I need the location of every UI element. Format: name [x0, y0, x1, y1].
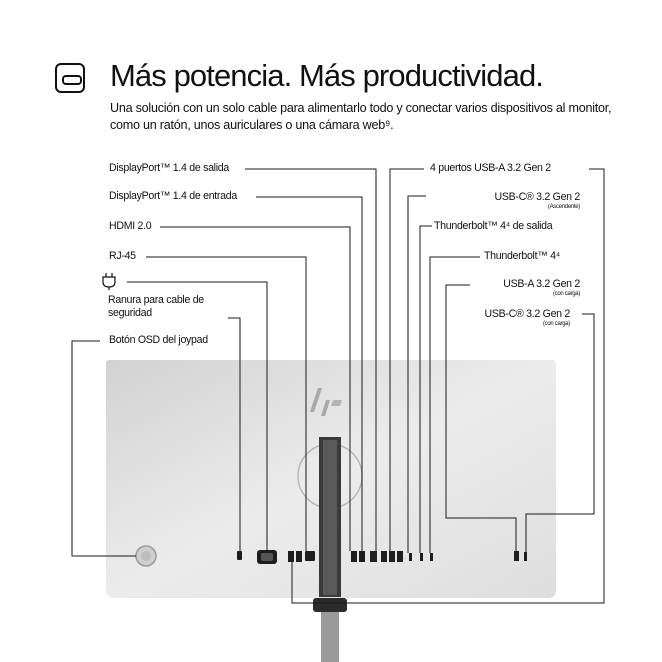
usb-a-charge-port	[514, 551, 519, 561]
usb-c-charge-port	[524, 552, 527, 561]
label-usb-a-charging-note: (con carga)	[552, 291, 580, 297]
dp-in-port	[351, 551, 357, 562]
tb4-port	[420, 553, 423, 561]
label-osd-joypad: Botón OSD del joypad	[109, 334, 208, 346]
security-slot	[237, 551, 242, 560]
label-thunderbolt-4: Thunderbolt™ 4⁴	[484, 250, 561, 262]
label-displayport-in: DisplayPort™ 1.4 de entrada	[109, 190, 237, 202]
hdmi-port	[370, 551, 377, 562]
label-usb-c-upstream-text: USB-C® 3.2 Gen 2	[494, 191, 580, 203]
usb-port-a	[288, 551, 294, 562]
stand-post	[321, 612, 339, 662]
dp-out-port	[359, 551, 365, 562]
stand-clip	[313, 598, 347, 612]
page-subtitle: Una solución con un solo cable para alimentarlo todo y conectar varios dispositivos al monitor, como un ratón, unos auriculares o una cámara web⁹.	[110, 101, 612, 132]
label-hdmi: HDMI 2.0	[109, 220, 152, 232]
rj45-port	[305, 551, 315, 561]
label-displayport-out: DisplayPort™ 1.4 de salida	[109, 162, 229, 174]
label-security-slot: Ranura para cable de seguridad	[108, 294, 204, 319]
usb-port-b	[296, 551, 302, 562]
label-usb-c-charging-text: USB-C® 3.2 Gen 2	[484, 308, 570, 320]
tb4-port-b	[430, 553, 433, 561]
power-plug-icon	[103, 273, 115, 290]
usb-a-port-1	[381, 551, 387, 562]
usb-a-port-2	[389, 551, 395, 562]
label-thunderbolt-out: Thunderbolt™ 4⁴ de salida	[434, 220, 553, 232]
label-usb-c-upstream-note: (Ascendente)	[547, 204, 580, 210]
usb-c-up-port	[397, 551, 403, 562]
label-usb-c-charging-note: (con carga)	[542, 321, 570, 327]
label-usb-a-charging-text: USB-A 3.2 Gen 2	[503, 278, 580, 290]
tb-out-port	[409, 553, 412, 561]
label-rj45: RJ-45	[109, 250, 136, 262]
label-usb-a-4-ports: 4 puertos USB-A 3.2 Gen 2	[430, 162, 551, 174]
page-title: Más potencia. Más productividad.	[110, 58, 543, 93]
